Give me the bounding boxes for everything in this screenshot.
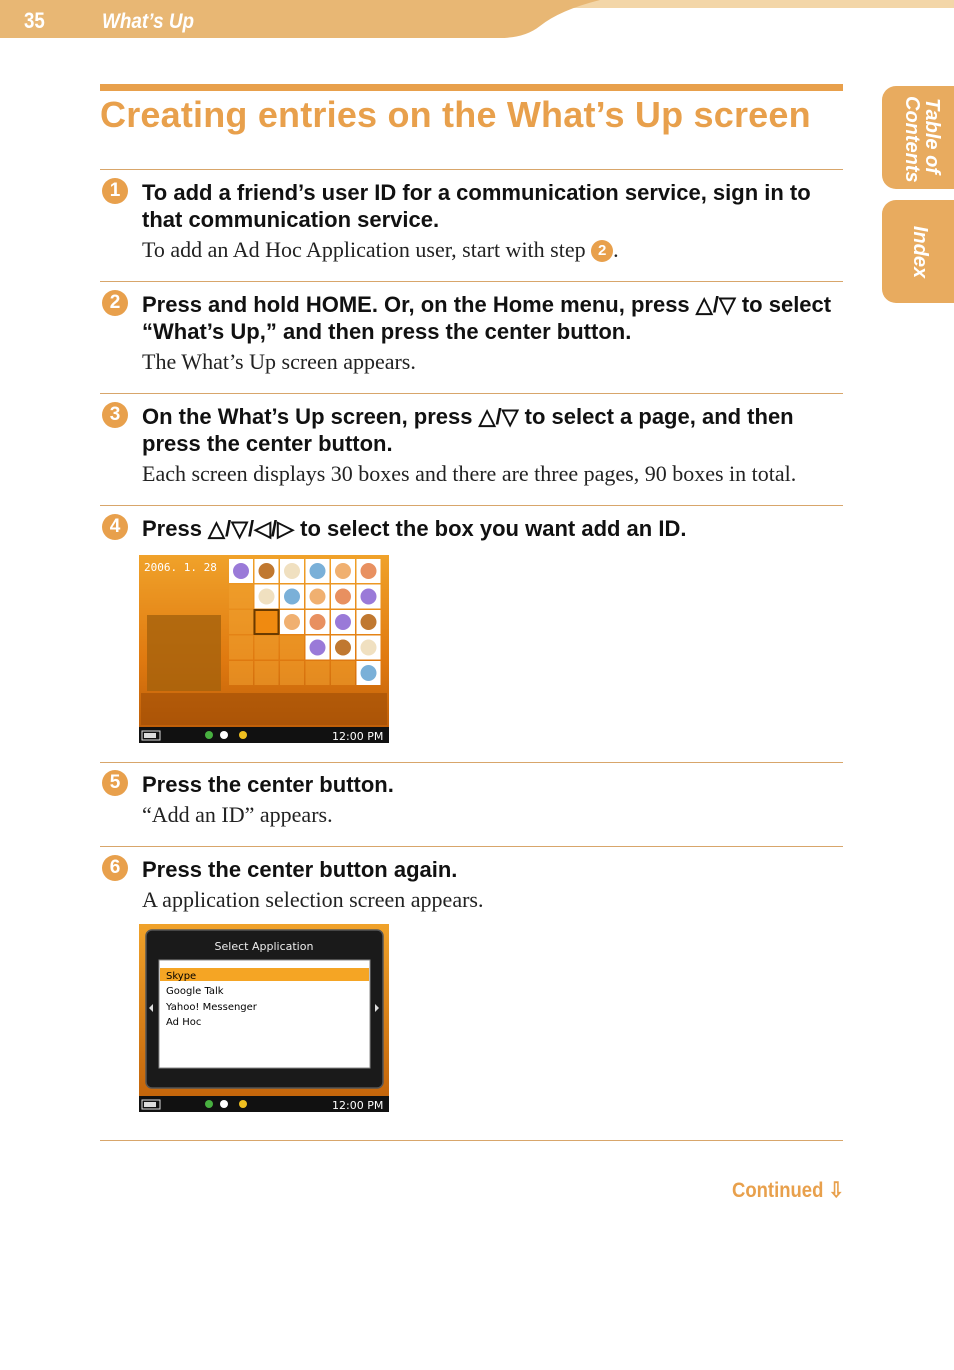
avatar-icon bbox=[310, 614, 326, 630]
grid-box[interactable] bbox=[255, 661, 279, 685]
step-body: The What’s Up screen appears. bbox=[142, 349, 416, 374]
step-body-text-end: . bbox=[613, 237, 619, 262]
avatar-icon bbox=[361, 614, 377, 630]
screen-clock: 12:00 PM bbox=[332, 730, 384, 743]
step-number: 2 bbox=[102, 290, 128, 316]
avatar-icon bbox=[310, 563, 326, 579]
screen-clock: 12:00 PM bbox=[332, 1099, 384, 1112]
down-arrow-icon: ⇩ bbox=[828, 1179, 844, 1202]
index-tab[interactable] bbox=[882, 200, 954, 303]
step-body-text: To add an Ad Hoc Application user, start with step bbox=[142, 237, 592, 262]
step-body bbox=[142, 237, 852, 263]
select-application-screen-image bbox=[139, 924, 389, 1112]
avatar-icon bbox=[310, 589, 326, 605]
step-body: A application selection screen appears. bbox=[142, 887, 484, 912]
page-number: 35 bbox=[24, 8, 45, 33]
step-number: 5 bbox=[102, 770, 128, 796]
tab-index-label: Index bbox=[909, 225, 931, 279]
avatar-icon bbox=[361, 640, 377, 656]
avatar-icon bbox=[284, 614, 300, 630]
grid-box[interactable] bbox=[280, 636, 304, 660]
tab-toc-label: Table of Contents bbox=[901, 96, 943, 183]
avatar-icon bbox=[233, 563, 249, 579]
step-heading: Press △/▽/◁/▷ to select the box you want add an ID. bbox=[142, 516, 687, 541]
title-bar bbox=[100, 84, 843, 91]
divider bbox=[100, 1140, 843, 1141]
divider bbox=[100, 846, 843, 847]
table-of-contents-tab[interactable] bbox=[882, 86, 954, 189]
grid-box[interactable] bbox=[229, 610, 253, 634]
option-ad-hoc[interactable]: Ad Hoc bbox=[166, 1017, 202, 1028]
avatar-icon bbox=[284, 589, 300, 605]
grid-box[interactable] bbox=[229, 661, 253, 685]
grid-box[interactable] bbox=[306, 661, 330, 685]
step-body: Each screen displays 30 boxes and there are three pages, 90 boxes in total. bbox=[142, 461, 797, 486]
page-header bbox=[0, 0, 954, 40]
avatar-icon bbox=[335, 563, 351, 579]
screen-date: 2006. 1. 28 bbox=[144, 561, 217, 574]
divider bbox=[100, 281, 843, 282]
whats-up-screen-image bbox=[139, 555, 389, 743]
avatar-icon bbox=[259, 563, 275, 579]
avatar-icon bbox=[310, 640, 326, 656]
continued-label: Continued bbox=[732, 1179, 824, 1202]
step-reference-link[interactable]: 2 bbox=[591, 240, 613, 262]
step-number: 6 bbox=[102, 855, 128, 881]
step-heading: Press the center button again. bbox=[142, 857, 458, 882]
avatar-icon bbox=[259, 589, 275, 605]
grid-box[interactable] bbox=[255, 636, 279, 660]
grid-box[interactable] bbox=[255, 610, 279, 634]
divider bbox=[100, 169, 843, 170]
option-skype[interactable]: Skype bbox=[166, 971, 197, 982]
step-heading: Press and hold HOME. Or, on the Home menu, press △/▽ to select “What’s Up,” and then press the center button. bbox=[142, 292, 832, 344]
page-title: Creating entries on the What’s Up screen bbox=[100, 94, 811, 135]
grid-box[interactable] bbox=[229, 636, 253, 660]
step-body: “Add an ID” appears. bbox=[142, 802, 333, 827]
grid-box[interactable] bbox=[280, 661, 304, 685]
step-number: 1 bbox=[102, 178, 128, 204]
avatar-icon bbox=[335, 589, 351, 605]
avatar-icon bbox=[284, 563, 300, 579]
option-yahoo-messenger[interactable]: Yahoo! Messenger bbox=[166, 1002, 257, 1013]
divider bbox=[100, 762, 843, 763]
section-title: What’s Up bbox=[102, 10, 195, 33]
avatar-icon bbox=[335, 640, 351, 656]
step-heading: To add a friend’s user ID for a communication service, sign in to that communication service. bbox=[142, 180, 811, 232]
continued-link[interactable] bbox=[732, 1178, 844, 1203]
avatar-icon bbox=[361, 589, 377, 605]
divider bbox=[100, 505, 843, 506]
avatar-icon bbox=[361, 563, 377, 579]
option-google-talk[interactable]: Google Talk bbox=[166, 986, 224, 997]
step-number: 4 bbox=[102, 514, 128, 540]
divider bbox=[100, 393, 843, 394]
grid-box[interactable] bbox=[229, 585, 253, 609]
avatar-icon bbox=[361, 665, 377, 681]
grid-box[interactable] bbox=[331, 661, 355, 685]
step-number: 3 bbox=[102, 402, 128, 428]
step-heading: On the What’s Up screen, press △/▽ to select a page, and then press the center button. bbox=[142, 404, 794, 456]
step-heading: Press the center button. bbox=[142, 772, 394, 797]
avatar-icon bbox=[335, 614, 351, 630]
dialog-title: Select Application bbox=[214, 940, 314, 953]
